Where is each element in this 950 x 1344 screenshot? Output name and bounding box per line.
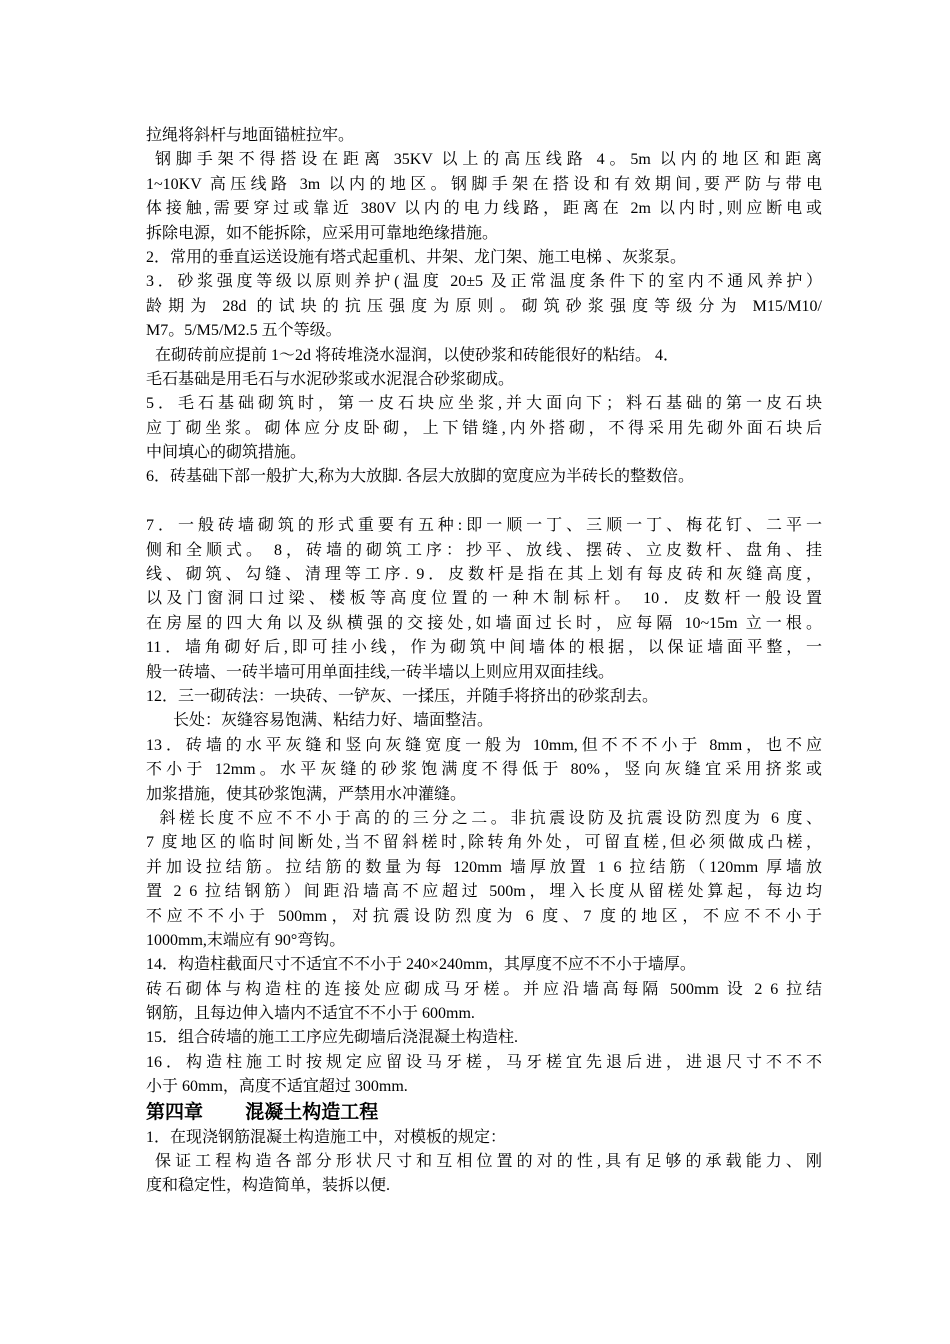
text-line: 长处：灰缝容易饱满、粘结力好、墙面整洁。 xyxy=(173,712,494,730)
document-page xyxy=(146,124,822,1199)
text-line: 14．构造柱截面尺寸不适宜不不小于 240×240mm，其厚度不应不不小于墙厚。 xyxy=(146,956,696,974)
text-line: 13．砖墙的水平灰缝和竖向灰缝宽度一般为 10mm,但不不不小于 8mm，也不应 xyxy=(146,736,822,754)
text-line: 拉绳将斜杆与地面锚桩拉牢。 xyxy=(146,127,355,144)
text-line: 线、砌筑、勾缝、清理等工序. 9．皮数杆是指在其上划有每皮砖和灰缝高度， xyxy=(146,566,822,584)
text-line: 11．墙角砌好后,即可挂小线，作为砌筑中间墙体的根据，以保证墙面平整，一 xyxy=(146,639,822,657)
text-line: 2．常用的垂直运送设施有塔式起重机、井架、龙门架、施工电梯 、灰浆泵。 xyxy=(146,248,687,266)
text-line: 1~10KV 高压线路 3m 以内的地区。钢脚手架在搭设和有效期间,要严防与带电 xyxy=(146,175,822,193)
text-line: 毛石基础是用毛石与水泥砂浆或水泥混合砂浆砌成。 xyxy=(146,370,515,388)
text-line: 15．组合砖墙的施工工序应先砌墙后浇混凝土构造柱. xyxy=(146,1029,519,1047)
chapter-heading: 第四章 混凝土构造工程 xyxy=(146,1101,379,1123)
text-line: 斜槎长度不应不不小于高的的三分之二。非抗震设防及抗震设防烈度为 6 度、 xyxy=(159,809,822,827)
text-line: 保证工程构造各部分形状尺寸和互相位置的对的性,具有足够的承载能力、刚 xyxy=(155,1153,822,1171)
text-line: 5．毛石基础砌筑时，第一皮石块应坐浆,并大面向下；料石基础的第一皮石块 xyxy=(146,395,822,413)
text-line: 置 2 6 拉结钢筋）间距沿墙高不应超过 500m，埋入长度从留槎处算起，每边均 xyxy=(146,883,822,901)
text-line: 龄期为 28d 的试块的抗压强度为原则。砌筑砂浆强度等级分为 M15/M10/ xyxy=(146,297,822,315)
text-line: 以及门窗洞口过梁、楼板等高度位置的一种木制标杆。 10．皮数杆一般设置 xyxy=(146,590,822,608)
text-line: 7 度地区的临时间断处,当不留斜槎时,除转角外处，可留直槎,但必须做成凸槎， xyxy=(146,834,822,852)
text-line: 12．三一砌砖法：一块砖、一铲灰、一揉压，并随手将挤出的砂浆刮去。 xyxy=(146,687,659,705)
text-line: 砖石砌体与构造柱的连接处应砌成马牙槎。并应沿墙高每隔 500mm 设 2 6 拉结 xyxy=(146,980,822,998)
text-line: 并加设拉结筋。拉结筋的数量为每 120mm 墙厚放置 1 6 拉结筋（120mm 厚墙放 xyxy=(146,858,822,876)
text-line: 在房屋的四大角以及纵横强的交接处,如墙面过长时，应每隔 10~15m 立一根。 xyxy=(146,614,822,632)
text-line: 般一砖墙、一砖半墙可用单面挂线,一砖半墙以上则应用双面挂线。 xyxy=(146,663,615,681)
text-line: 16．构造柱施工时按规定应留设马牙槎，马牙槎宜先退后进，进退尺寸不不不 xyxy=(146,1053,822,1071)
text-line: 小于 60mm，高度不适宜超过 300mm. xyxy=(146,1078,408,1096)
text-line: 6．砖基础下部一般扩大,称为大放脚. 各层大放脚的宽度应为半砖长的整数倍。 xyxy=(146,468,695,486)
text-line: 拆除电源，如不能拆除，应采用可靠地绝缘措施。 xyxy=(146,224,499,242)
text-line xyxy=(146,490,822,514)
text-line: 钢脚手架不得搭设在距离 35KV 以上的高压线路 4。5m 以内的地区和距离 xyxy=(155,151,822,169)
text-line: 3．砂浆强度等级以原则养护(温度 20±5 及正常温度条件下的室内不通风养护） xyxy=(146,273,822,291)
body-text-before-heading xyxy=(146,124,822,1100)
text-line: 度和稳定性，构造简单，装拆以便. xyxy=(146,1177,391,1195)
text-line: 钢筋，且每边伸入墙内不适宜不不小于 600mm. xyxy=(146,1005,475,1023)
text-line: 体接触,需要穿过或靠近 380V 以内的电力线路，距离在 2m 以内时,则应断电或 xyxy=(146,200,822,218)
text-line: 1．在现浇钢筋混凝土构造施工中，对模板的规定： xyxy=(146,1128,507,1146)
text-line: 不小于 12mm。水平灰缝的砂浆饱满度不得低于 80%，竖向灰缝宜采用挤浆或 xyxy=(146,761,822,779)
text-line: 在砌砖前应提前 1～2d 将砖堆浇水湿润，以使砂浆和砖能很好的粘结。 4． xyxy=(155,346,680,364)
text-line: 1000mm,末端应有 90°弯钩。 xyxy=(146,931,346,949)
body-text-after-heading xyxy=(146,1126,822,1199)
text-line: 不应不不小于 500mm，对抗震设防烈度为 6 度、7 度的地区，不应不不小于 xyxy=(146,907,822,925)
text-line: 侧和全顺式。 8，砖墙的砌筑工序：抄平、放线、摆砖、立皮数杆、盘角、挂 xyxy=(146,541,822,559)
text-line: 应丁砌坐浆。砌体应分皮卧砌，上下错缝,内外搭砌，不得采用先砌外面石块后 xyxy=(146,419,822,437)
text-line: M7。5/M5/M2.5 五个等级。 xyxy=(146,322,342,340)
text-line: 加浆措施，使其砂浆饱满，严禁用水冲灌缝。 xyxy=(146,785,467,803)
text-line: 7．一般砖墙砌筑的形式重要有五种:即一顺一丁、三顺一丁、梅花钉、二平一 xyxy=(146,517,822,535)
text-line: 中间填心的砌筑措施。 xyxy=(146,444,307,462)
